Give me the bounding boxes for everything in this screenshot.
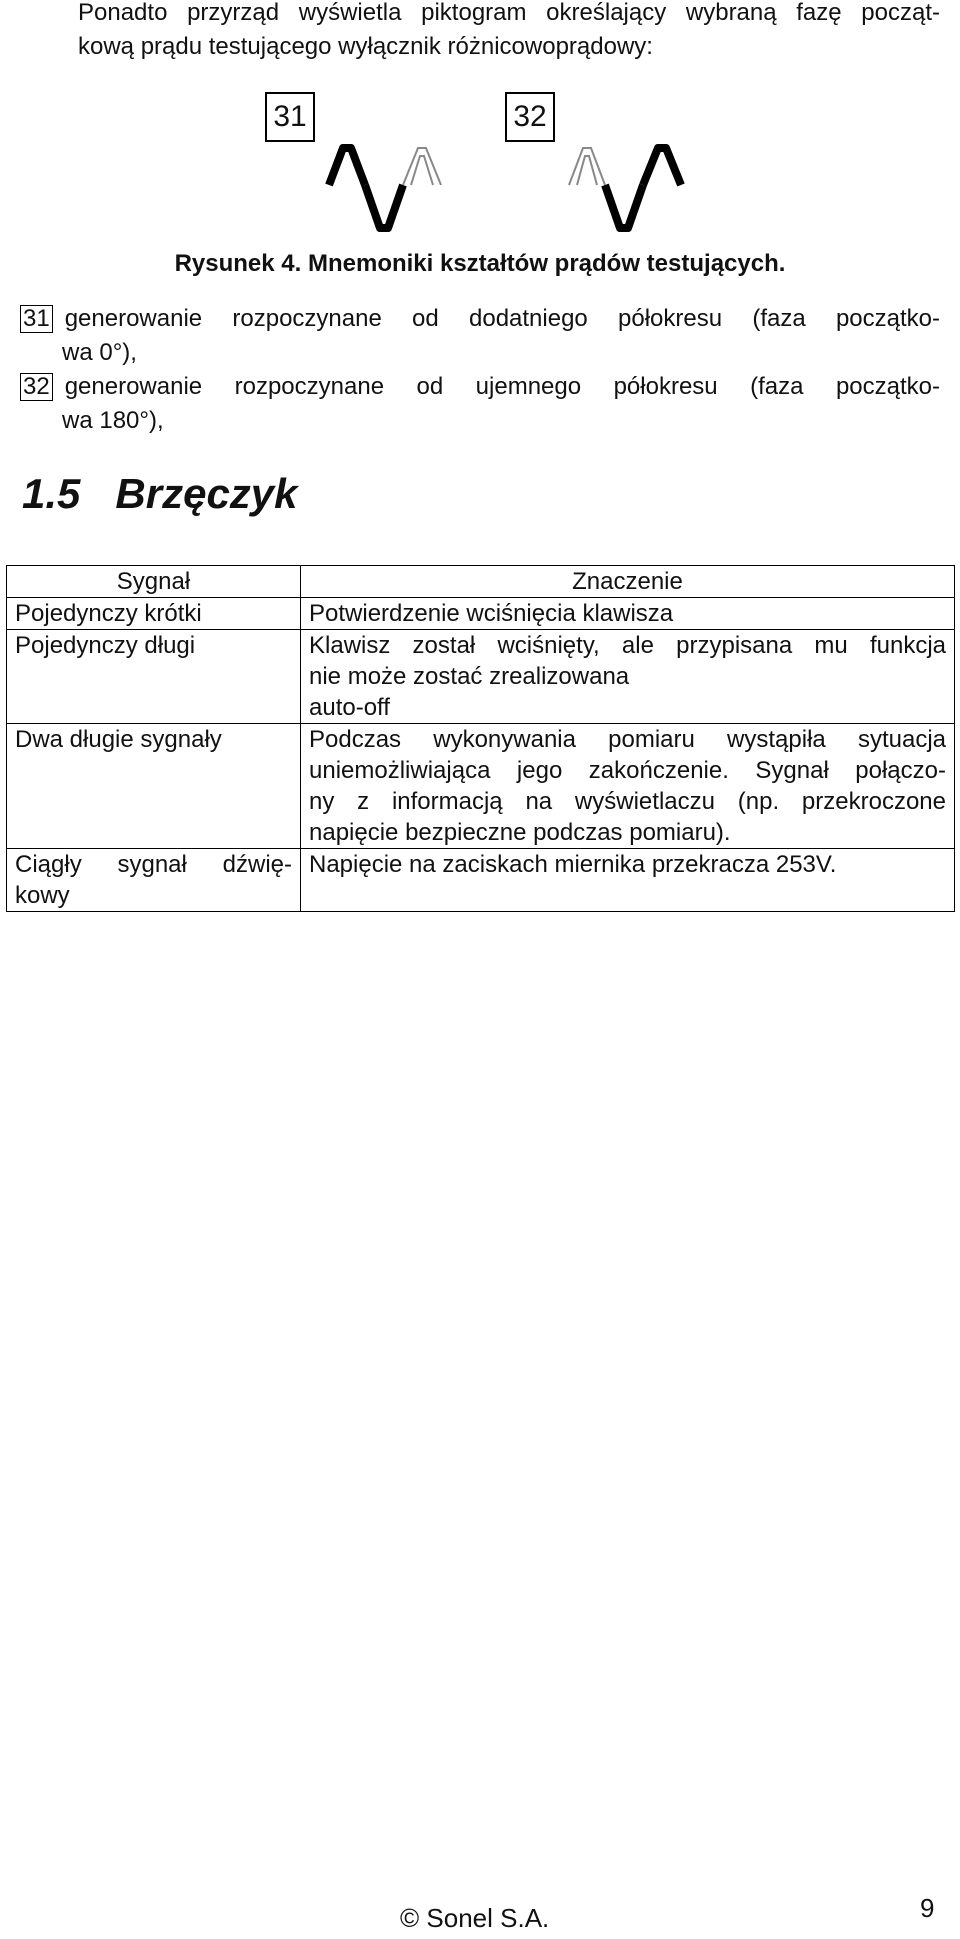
mnemonic-text-31-line2: wa 0°),	[62, 339, 137, 366]
meaning-cell	[301, 630, 955, 724]
section-title-text: Brzęczyk	[115, 470, 298, 517]
footer-company	[400, 1903, 549, 1934]
company-name: Sonel S.A.	[426, 1903, 550, 1933]
meaning-line: nie może zostać zrealizowana	[309, 663, 630, 690]
meaning-line: napięcie bezpieczne podczas pomiaru).	[309, 819, 731, 846]
mnemonic-code-32: 32	[20, 373, 53, 401]
meaning-cell	[301, 849, 955, 912]
meaning-line: uniemożliwiająca jego zakończenie. Sygnał połączo-	[309, 757, 946, 784]
signal-cell: Dwa długie sygnały	[7, 724, 301, 849]
table-row	[7, 849, 955, 912]
mnemonic-item-32	[20, 370, 940, 438]
figure-caption: Rysunek 4. Mnemoniki kształtów prądów testujących.	[174, 250, 786, 277]
mnemonic-item-31	[20, 302, 940, 370]
meaning-line: auto-off	[309, 694, 390, 721]
phase-31-badge: 31	[265, 92, 315, 142]
section-number: 1.5	[22, 470, 81, 517]
copyright-icon: ©	[400, 1903, 420, 1933]
signal-cell: Pojedynczy krótki	[7, 598, 301, 630]
waveform-figure	[0, 0, 960, 250]
intro-line-2: kową prądu testującego wyłącznik różnicowoprądowy:	[78, 33, 653, 60]
beeper-signal-table	[6, 565, 955, 912]
table-header-meaning: Znaczenie	[301, 566, 955, 598]
signal-line: Ciągły sygnał dźwię-	[15, 851, 292, 878]
meaning-line: Potwierdzenie wciśnięcia klawisza	[309, 600, 674, 627]
meaning-cell	[301, 598, 955, 630]
meaning-line: Podczas wykonywania pomiaru wystąpiła sytuacja	[309, 726, 946, 753]
meaning-line: ny z informacją na wyświetlaczu (np. przekroczone	[309, 788, 946, 815]
mnemonic-code-31: 31	[20, 305, 53, 333]
meaning-line: Napięcie na zaciskach miernika przekracza 253V.	[309, 851, 837, 878]
intro-line-1: Ponadto przyrząd wyświetla piktogram określający wybraną fazę począt-	[78, 0, 940, 26]
table-header-signal: Sygnał	[7, 566, 301, 598]
section-heading	[22, 470, 298, 518]
meaning-cell	[301, 724, 955, 849]
table-header-row	[7, 566, 955, 598]
sine-wave-positive-start-icon	[325, 140, 465, 240]
page-number: 9	[920, 1893, 935, 1923]
signal-cell	[7, 849, 301, 912]
signal-line: kowy	[15, 882, 70, 909]
table-row	[7, 598, 955, 630]
mnemonic-text-32-line2: wa 180°),	[62, 407, 164, 434]
phase-32-badge: 32	[505, 92, 555, 142]
mnemonic-text-32-line1: generowanie rozpoczynane od ujemnego półokresu (faza początko-	[64, 373, 940, 400]
table-row	[7, 630, 955, 724]
sine-wave-negative-start-icon	[565, 140, 705, 240]
signal-cell: Pojedynczy długi	[7, 630, 301, 724]
meaning-line: Klawisz został wciśnięty, ale przypisana mu funkcja	[309, 632, 946, 659]
table-row	[7, 724, 955, 849]
mnemonic-text-31-line1: generowanie rozpoczynane od dodatniego półokresu (faza początko-	[64, 305, 940, 332]
